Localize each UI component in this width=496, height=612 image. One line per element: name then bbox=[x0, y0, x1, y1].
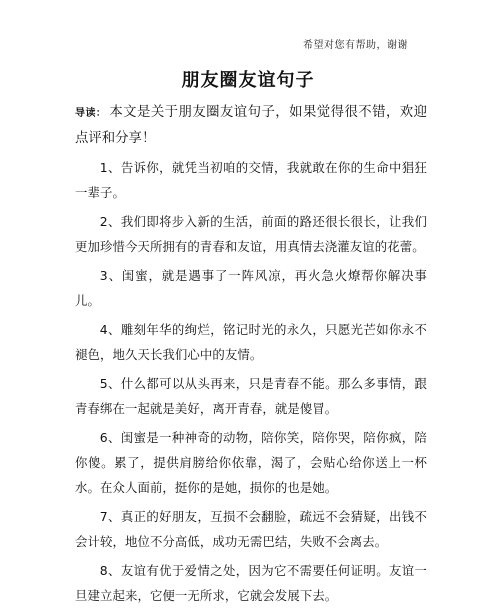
page-title: 朋友圈友谊句子 bbox=[181, 70, 315, 91]
paragraph-5: 5、什么都可以从头再来，只是青春不能。那么多事情，跟青春绑在一起就是美好，离开青春，就是傻冒。 bbox=[75, 376, 427, 416]
article-body bbox=[75, 100, 427, 612]
intro-label: 导读： bbox=[75, 108, 107, 119]
paragraph-8: 8、友谊有优于爱情之处，因为它不需要任何证明。友谊一旦建立起来，它便一无所求，它就会发展下去。 bbox=[75, 563, 427, 603]
paragraph-4: 4、雕刻年华的绚烂，铭记时光的永久，只愿光芒如你永不褪色，地久天长我们心中的友情。 bbox=[75, 322, 427, 362]
paragraph-2: 2、我们即将步入新的生活，前面的路还很长很长，让我们更加珍惜今天所拥有的青春和友谊，用真情去浇灌友谊的花蕾。 bbox=[75, 214, 427, 254]
intro-paragraph bbox=[75, 100, 427, 151]
paragraph-1: 1、告诉你，就凭当初咱的交情，我就敢在你的生命中猖狂一辈子。 bbox=[75, 160, 427, 200]
intro-text: 本文是关于朋友圈友谊句子，如果觉得很不错，欢迎点评和分享！ bbox=[75, 105, 428, 146]
paragraph-3: 3、闺蜜，就是遇事了一阵风凉，再火急火燎帮你解决事儿。 bbox=[75, 268, 427, 308]
paragraph-6: 6、闺蜜是一种神奇的动物，陪你笑，陪你哭，陪你疯，陪你傻。累了，提供肩膀给你依靠，渴了，会贴心给你送上一杯水。在众人面前，挺你的是她，损你的也是她。 bbox=[75, 430, 427, 495]
paragraph-7: 7、真正的好朋友，互损不会翻脸，疏远不会猜疑，出钱不会计较，地位不分高低，成功无需巴结，失败不会离去。 bbox=[75, 509, 427, 549]
header-note: 希望对您有帮助，谢谢 bbox=[303, 40, 408, 51]
